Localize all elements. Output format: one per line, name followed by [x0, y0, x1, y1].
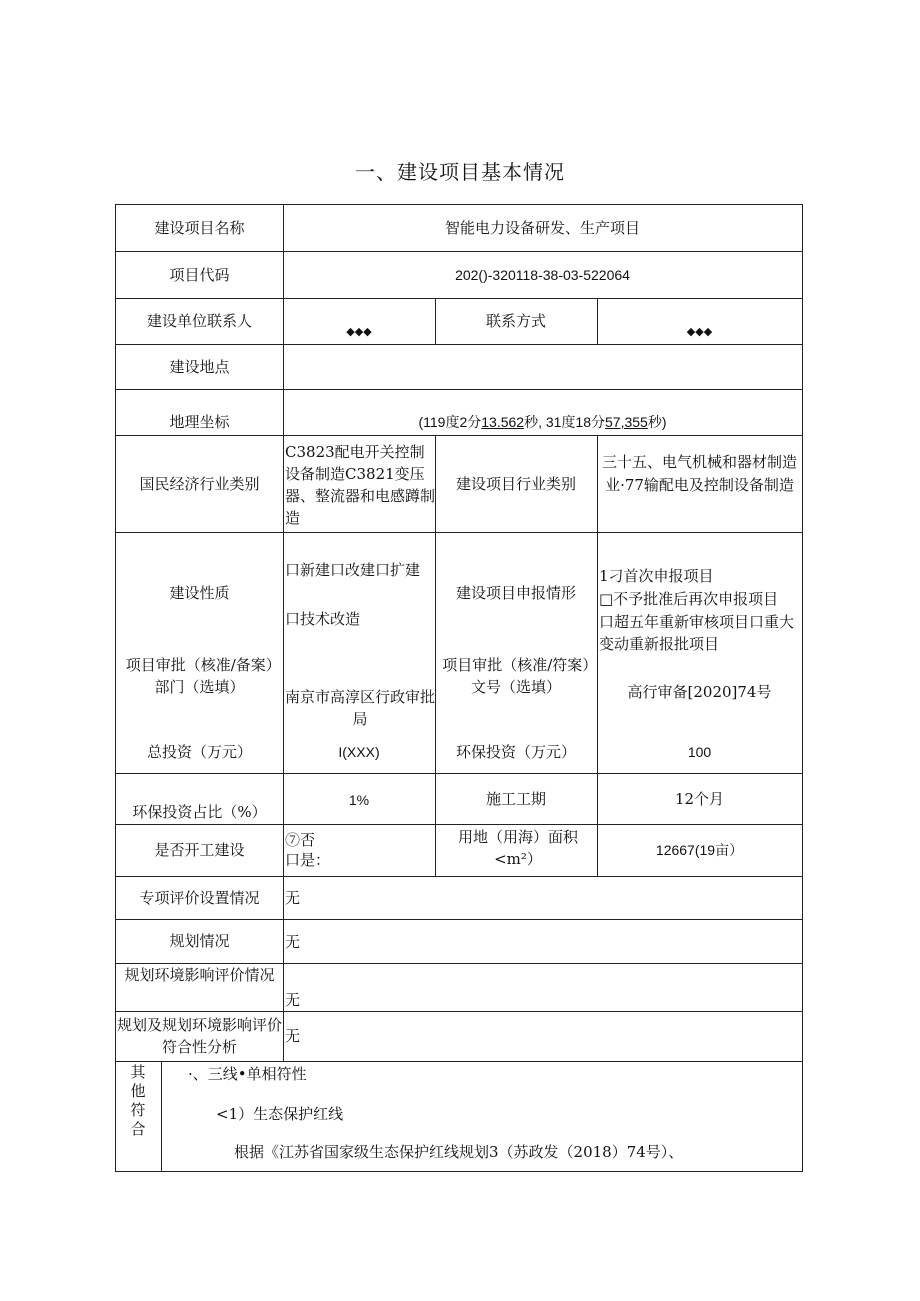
total-investment-value: I(XXX) — [338, 744, 380, 760]
planning-value: 无 — [285, 933, 301, 951]
project-industry-value: 三十五、电气机械和器材制造业·77输配电及控制设备制造 — [601, 453, 797, 494]
coords-part-1: (119度2分 — [418, 414, 482, 430]
plan-conform-value: 无 — [285, 1027, 301, 1045]
nature-label: 建设性质 — [169, 584, 230, 602]
env-ratio-value: 1% — [348, 792, 370, 808]
location-value — [283, 344, 802, 389]
env-ratio-label: 环保投资占比（%） — [132, 803, 267, 821]
coords-part-3: 秒, 31度18分 — [524, 414, 606, 430]
project-code-value: 202()-320118-38-03-522064 — [455, 266, 630, 283]
env-investment-label: 环保投资（万元） — [455, 743, 576, 761]
approval-dept-value: 南京市高淳区行政审批局 — [285, 688, 436, 728]
construction-period-label: 施工工期 — [485, 789, 546, 808]
plan-env-value: 无 — [285, 991, 301, 1009]
started-yes-option: 口是： — [285, 851, 331, 869]
industry-label: 国民经济行业类别 — [139, 474, 260, 493]
approval-number-value: 高行审备[2020]74号 — [627, 683, 772, 701]
contact-method-label: 联系方式 — [485, 312, 546, 330]
coords-part-5: 秒) — [647, 414, 667, 430]
other-line-3: 根据《江苏省国家级生态保护红线规划3（苏政发（2018）74号）、 — [234, 1143, 684, 1161]
page-title: 一、建设项目基本情况 — [355, 160, 565, 184]
contact-value: ◆◆◆ — [346, 325, 372, 338]
nature-option-line2: 口技术改造 — [285, 610, 361, 628]
project-code-label: 项目代码 — [169, 265, 230, 284]
declaration-label: 建设项目申报情形 — [455, 584, 576, 602]
contact-method-value: ◆◆◆ — [686, 325, 713, 338]
project-industry-label: 建设项目行业类别 — [455, 474, 576, 493]
coords-seconds-lat: 57,355 — [605, 414, 648, 430]
construction-period-value: 12个月 — [674, 789, 725, 808]
project-name-label: 建设项目名称 — [154, 219, 245, 237]
other-conform-label: 其他符合 — [130, 1063, 146, 1138]
special-eval-value: 无 — [285, 889, 301, 907]
location-label: 建设地点 — [169, 357, 230, 376]
plan-env-label: 规划环境影响评价情况 — [124, 966, 275, 984]
plan-conform-label: 规划及规划环境影响评价符合性分析 — [116, 1016, 282, 1056]
coords-seconds-lon: 13.562 — [481, 414, 525, 430]
total-investment-label: 总投资（万元） — [146, 743, 252, 761]
started-no-option: ⑦否 — [285, 831, 316, 849]
contact-label: 建设单位联系人 — [146, 312, 252, 330]
other-line-1: ·、三线•单相符性 — [188, 1065, 307, 1083]
other-line-2: <1）生态保护红线 — [216, 1105, 344, 1123]
declaration-option-3: 口超五年重新审核项目口重大变动重新报批项目 — [599, 613, 795, 653]
land-area-value: 12667(19亩） — [655, 842, 744, 858]
coords-label: 地理坐标 — [169, 413, 230, 431]
land-area-label: 用地（用海）面积<m²） — [457, 828, 578, 868]
coords-value — [283, 411, 802, 435]
declaration-option-1: 1刁首次申报项目 — [599, 567, 714, 585]
project-name-value: 智能电力设备研发、生产项目 — [444, 219, 640, 237]
special-eval-label: 专项评价设置情况 — [139, 888, 260, 907]
approval-dept-label: 项目审批（核准/备案）部门（选填） — [125, 656, 274, 696]
approval-number-label: 项目审批（核准/符案）文号（选填） — [442, 656, 590, 696]
industry-value: C3823配电开关控制设备制造C3821变压器、整流器和电感蹲制造 — [285, 443, 436, 527]
nature-option-line1: 口新建口改建口扩建 — [285, 561, 421, 579]
env-investment-value: 100 — [687, 744, 712, 760]
info-table — [115, 204, 803, 1172]
planning-label: 规划情况 — [169, 932, 230, 950]
declaration-option-2: □不予批准后再次申报项目 — [599, 590, 779, 608]
started-label: 是否开工建设 — [154, 841, 245, 859]
